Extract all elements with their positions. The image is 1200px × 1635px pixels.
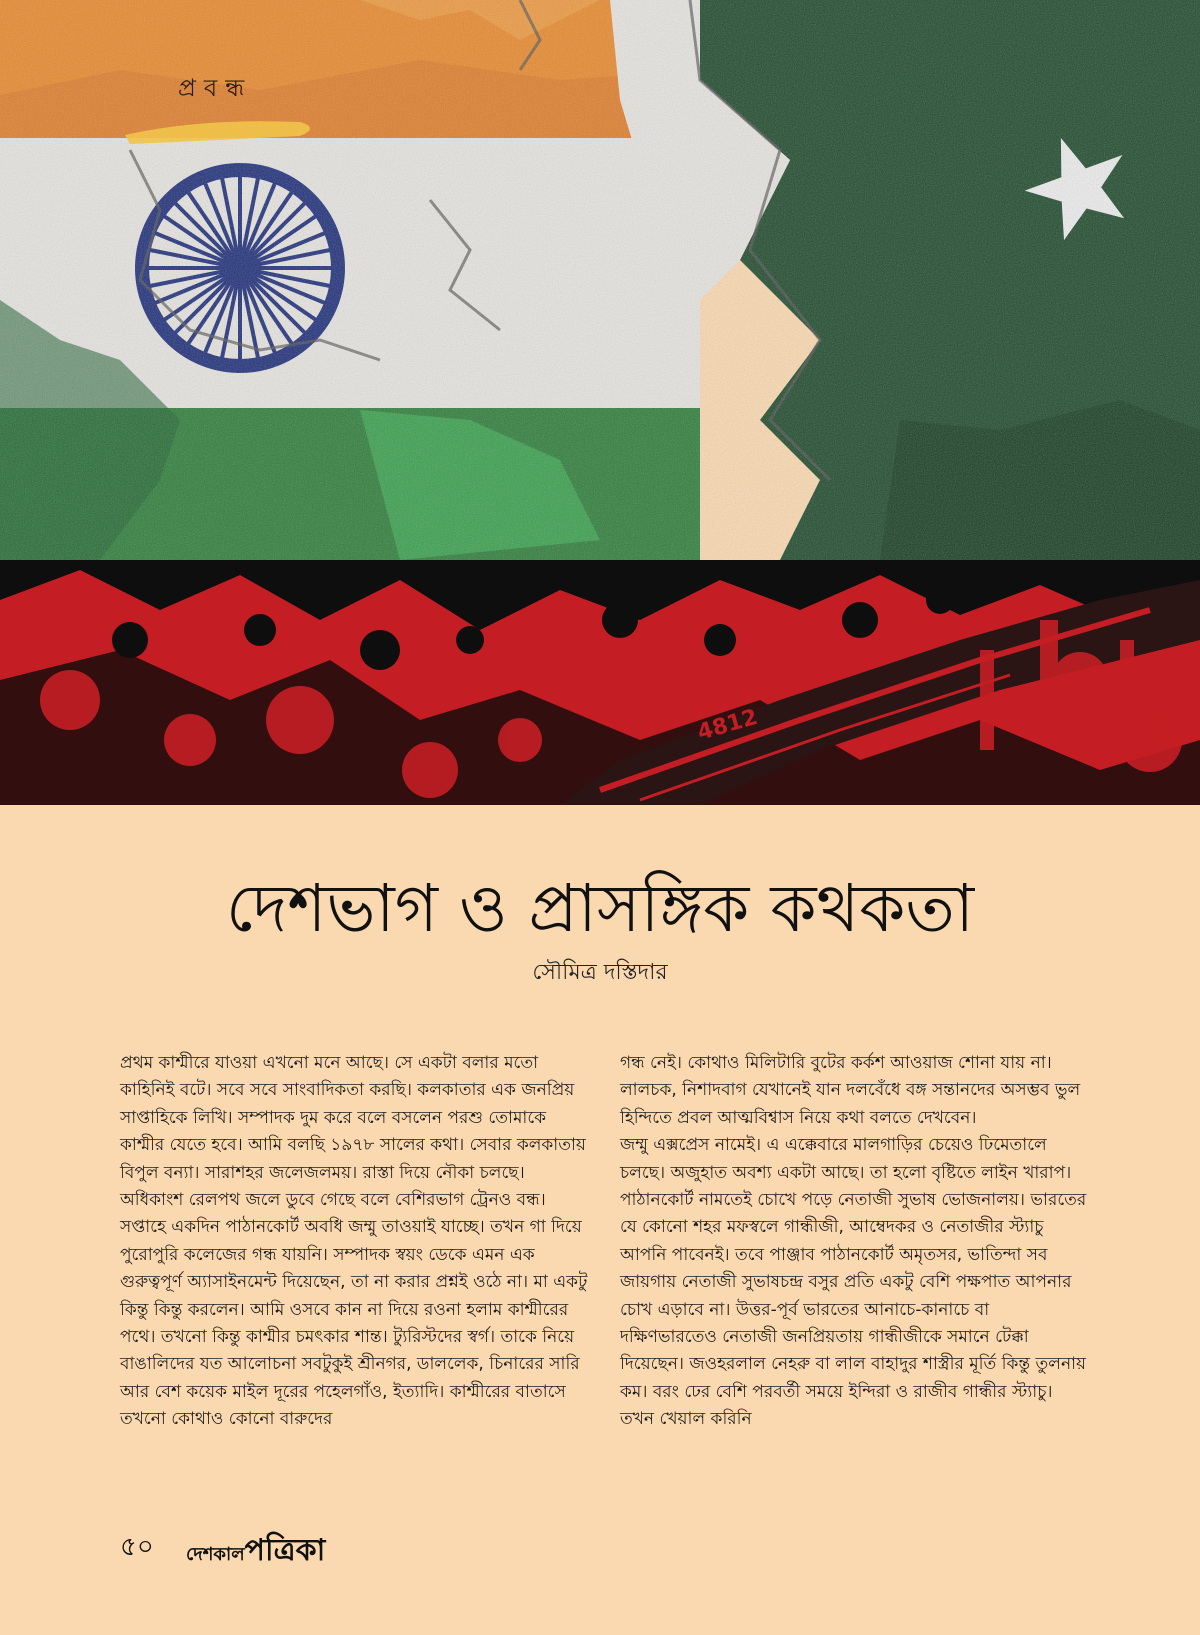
brand-prefix: দেশকাল [186,1544,245,1565]
paragraph: গন্ধ নেই। কোথাও মিলিটারি বুটের কর্কশ আওয়াজ শোনা যায় না। লালচক, নিশাদবাগ যেখানেই যান দলবেঁধে বঙ্গ সন্তানদের অসম্ভব ভুল হিন্দিতে প্রবল আত্মবিশ্বাস নিয়ে কথা বলতে দেখবেন। [620,1053,1081,1128]
magazine-logo [186,1526,325,1577]
page-number: ৫০ [120,1532,154,1562]
hero-image [0,0,1200,805]
train-number: 4812 [694,704,761,746]
section-kicker: প্রবন্ধ [178,74,253,102]
article-author: সৌমিত্র দস্তিদার [532,960,668,985]
brand-main: পত্রিকা [244,1533,326,1568]
article-title: দেশভাগ ও প্রাসঙ্গিক কথকতা [225,870,975,947]
article-column-right [620,1050,1090,1434]
paragraph: জম্মু এক্সপ্রেস নামেই। এ এক্কেবারে মালগাড়ির চেয়েও ঢিমেতালে চলছে। অজুহাত অবশ্য একটা আছে। তা হলো বৃষ্টিতে লাইন খারাপ। পাঠানকোর্ট নামতেই চোখে পড়ে নেতাজী সুভাষ ভোজনালয়। ভারতের যে কোনো শহর মফস্বলে গান্ধীজী, আম্বেদকর ও নেতাজীর স্ট্যাচু আপনি পাবেনই। তবে পাঞ্জাব পাঠানকোর্ট অমৃতসর, ভাতিন্দা সব জায়গায় নেতাজী সুভাষচন্দ্র বসুর প্রতি একটু বেশি পক্ষপাত আপনার চোখ এড়াবে না। উত্তর-পূর্ব ভারতের আনাচে-কানাচে বা দক্ষিণভারতেও নেতাজী জনপ্রিয়তায় গান্ধীজীকে সমানে টেক্কা দিয়েছেন। জওহরলাল নেহরু বা লাল বাহাদুর শাস্ত্রীর মূর্তি কিন্তু তুলনায় কম। বরং ঢের বেশি পরবর্তী সময়ে ইন্দিরা ও রাজীব গান্ধীর স্ট্যাচু। তখন খেয়াল করিনি [620,1135,1087,1430]
paragraph: প্রথম কাশ্মীরে যাওয়া এখনো মনে আছে। সে একটা বলার মতো কাহিনিই বটে। সবে সবে সাংবাদিকতা করছি। কলকাতার এক জনপ্রিয় সাপ্তাহিকে লিখি। সম্পাদক দুম করে বলে বসলেন পরশু তোমাকে কাশ্মীর যেতে হবে। আমি বলছি ১৯৭৮ সালের কথা। সেবার কলকাতায় বিপুল বন্যা। সারাশহর জলেজলময়। রাস্তা দিয়ে নৌকা চলছে। অধিকাংশ রেলপথ জলে ডুবে গেছে বলে বেশিরভাগ ট্রেনও বন্ধ। সপ্তাহে একদিন পাঠানকোর্ট অবধি জম্মু তাওয়াই যাচ্ছে। তখন গা দিয়ে পুরোপুরি কলেজের গন্ধ যায়নি। সম্পাদক স্বয়ং ডেকে এমন এক গুরুত্বপূর্ণ অ্যাসাইনমেন্ট দিয়েছেন, তা না করার প্রশ্নই ওঠে না। মা একটু কিন্তু কিন্তু করলেন। আমি ওসবে কান না দিয়ে রওনা হলাম কাশ্মীরের পথে। তখনো কিন্তু কাশ্মীর চমৎকার শান্ত। ট্যুরিস্টদের স্বর্গ। তাকে নিয়ে বাঙালিদের যত আলোচনা সবটুকুই শ্রীনগর, ডাললেক, চিনারের সারি আর বেশ কয়েক মাইল দূরের পহেলগাঁও, ইত্যাদি। কাশ্মীরের বাতাসে তখনো কোথাও কোনো বারুদের [120,1053,588,1430]
article-column-left [120,1050,590,1434]
partition-photo [0,560,1200,805]
